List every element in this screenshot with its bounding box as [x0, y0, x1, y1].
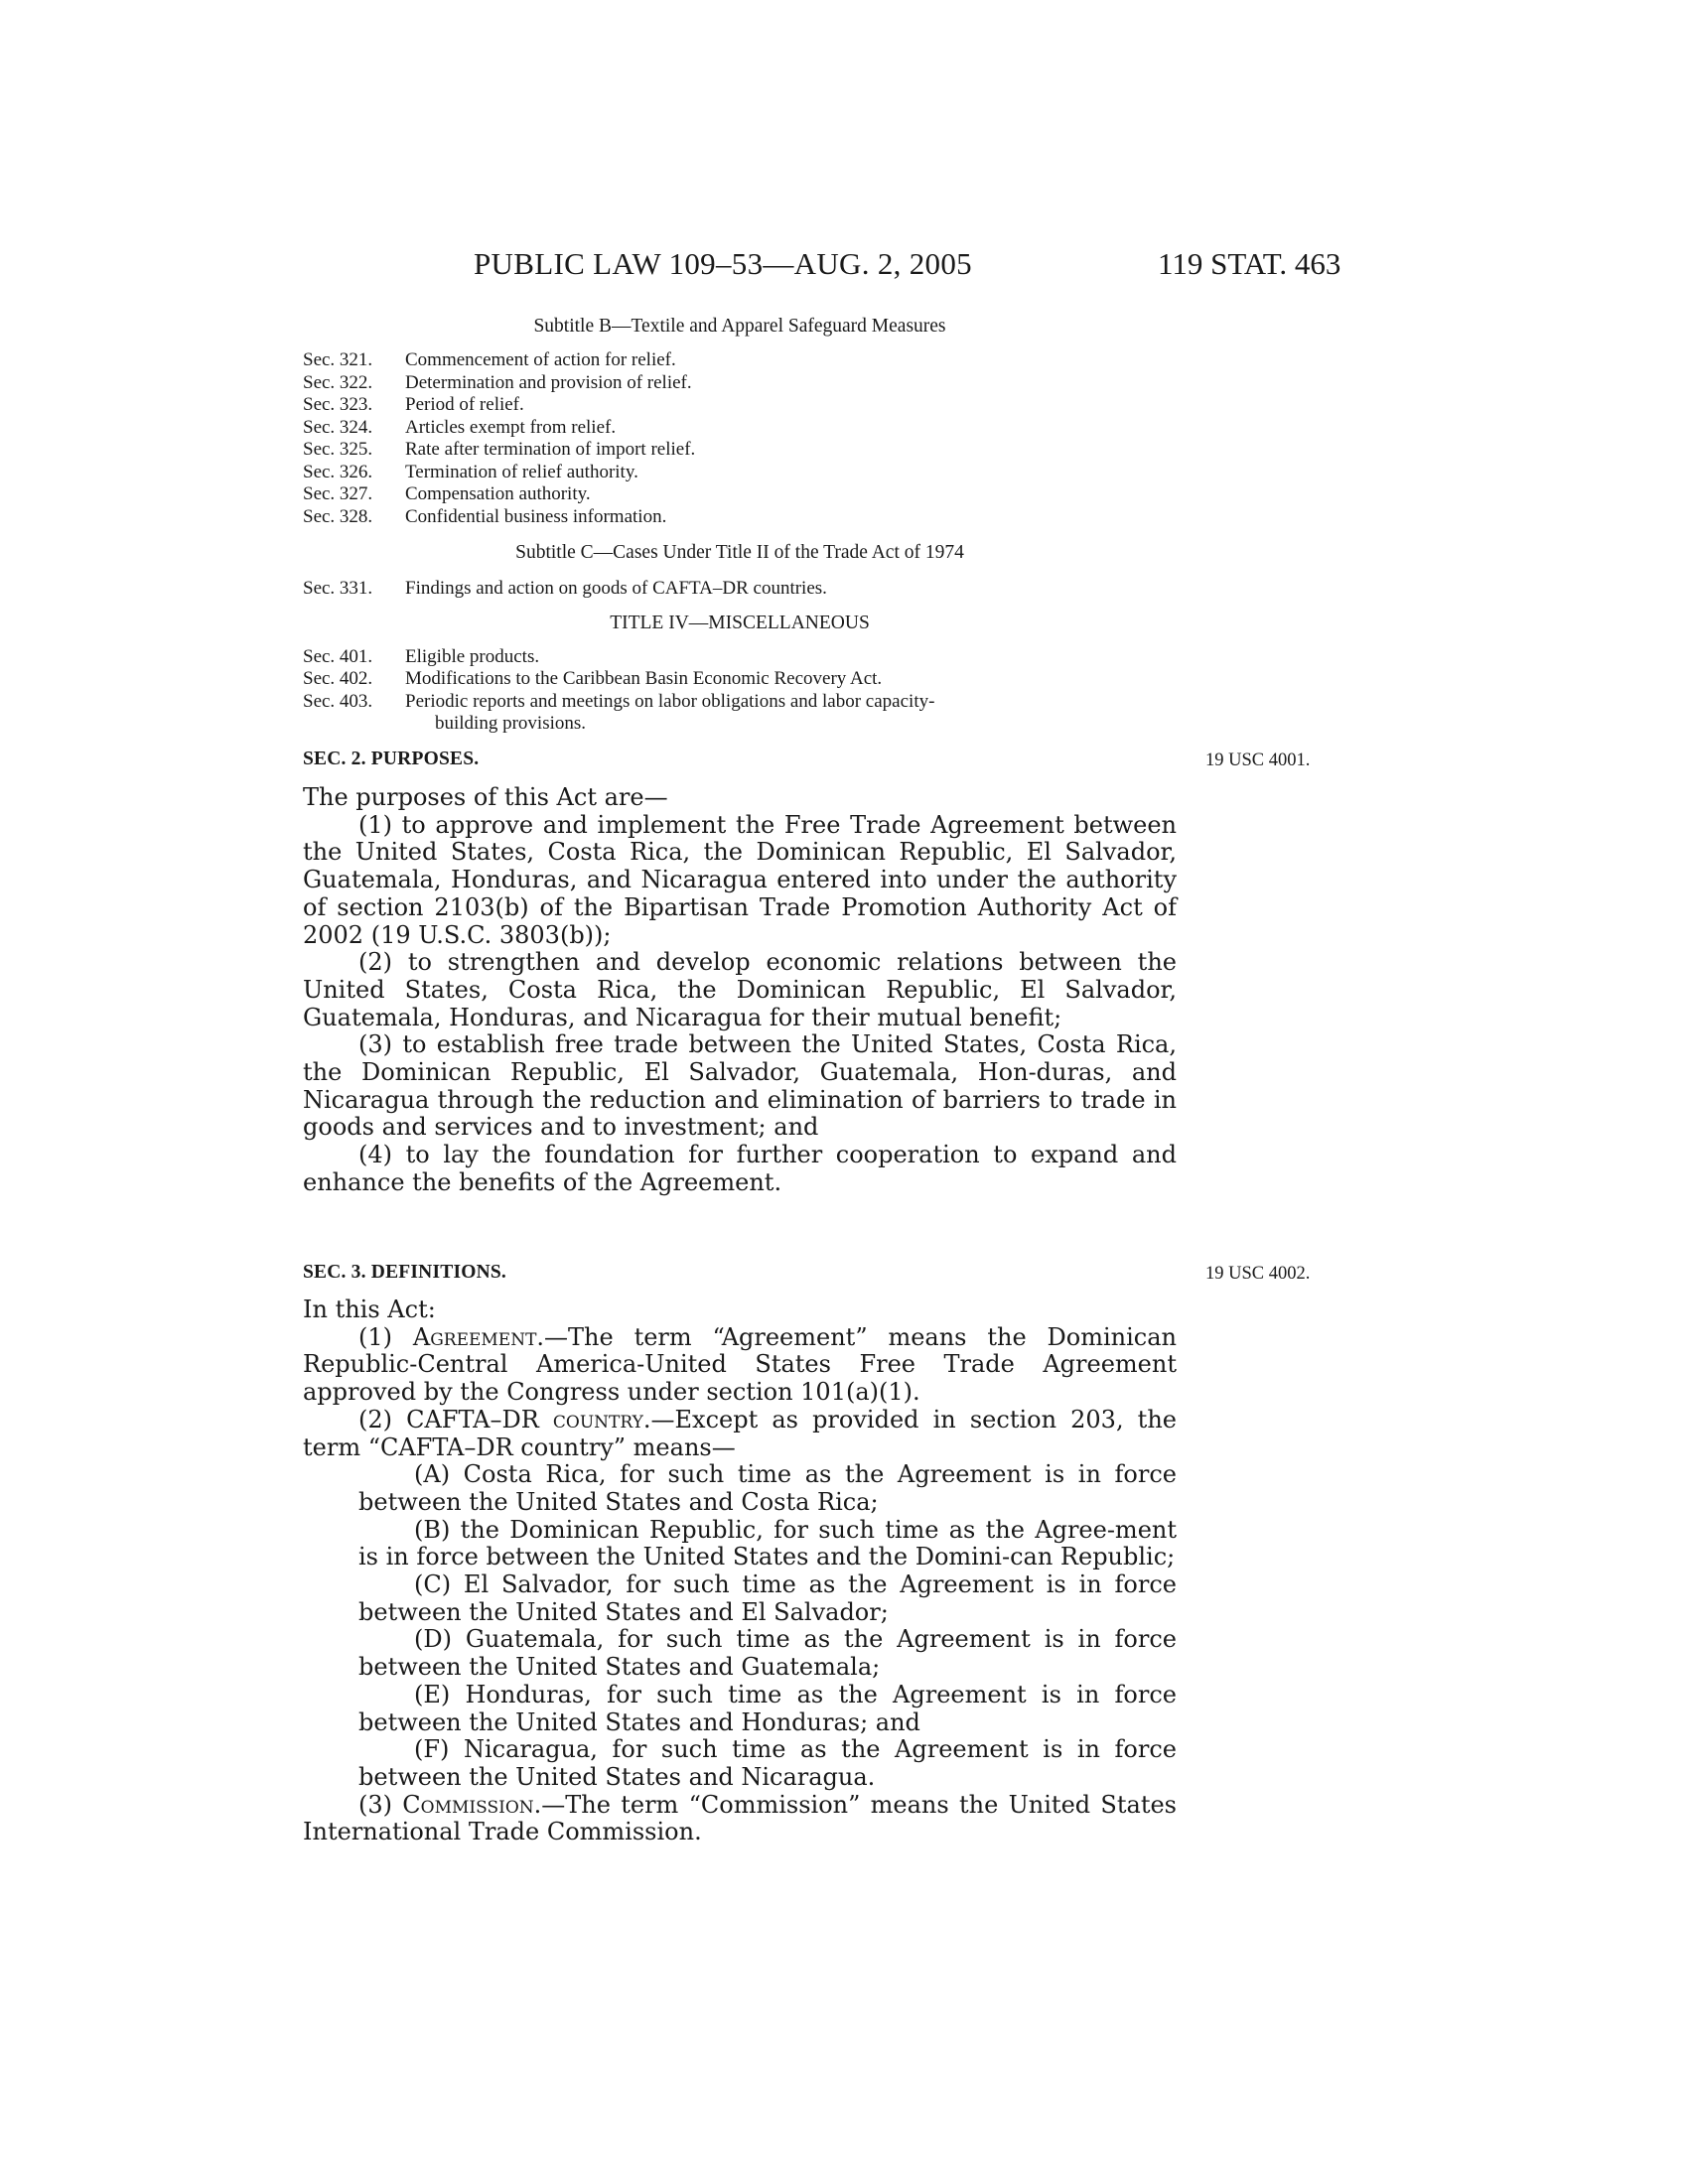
toc-sec-number: Sec. 327.: [303, 483, 373, 504]
toc-sec-title: Articles exempt from relief.: [405, 416, 617, 438]
section-3-margin-note: 19 USC 4002.: [1205, 1264, 1311, 1284]
toc-entry: [303, 417, 1177, 440]
country-item: (D) Guatemala, for such time as the Agreement is in force between the United States and Guatemala;: [358, 1625, 1177, 1682]
country-item: (F) Nicaragua, for such time as the Agreement is in force between the United States and Nicaragua.: [358, 1735, 1177, 1791]
toc-sec-title: [405, 691, 1177, 736]
toc-sec-number: Sec. 331.: [303, 578, 373, 599]
toc-subtitle-b-heading: Subtitle B—Textile and Apparel Safeguard Measures: [533, 316, 946, 337]
toc-sec-number: Sec. 403.: [303, 690, 373, 712]
purpose-item: (4) to lay the foundation for further cooperation to expand and enhance the benefits of the Agreement.: [303, 1141, 1177, 1196]
country-item: (A) Costa Rica, for such time as the Agreement is in force between the United States and Costa Rica;: [358, 1460, 1177, 1516]
section-3-heading-row: [303, 1262, 1177, 1284]
country-item: (C) El Salvador, for such time as the Agreement is in force between the United States and El Salvador;: [358, 1570, 1177, 1626]
toc-entry: [303, 646, 1177, 669]
toc-entry: [303, 372, 1177, 395]
definition-commission: [303, 1792, 1177, 1846]
section-2-margin-note: 19 USC 4001.: [1205, 751, 1311, 770]
purpose-item: (1) to approve and implement the Free Trade Agreement between the United States, Costa Rica, the Dominican Republic, El Salvador, Guatemala, Honduras, and Nicaragua entered into under the authority of section 2103(b) of the Bipartisan Trade Promotion Authority Act of 2002 (19 U.S.C. 3803(b));: [303, 810, 1177, 949]
toc-sec-title: Modifications to the Caribbean Basin Economic Recovery Act.: [405, 668, 883, 689]
toc-entry: [303, 691, 1177, 736]
toc-entry: [303, 349, 1177, 372]
definition-number: (1): [358, 1322, 392, 1351]
table-of-contents: [303, 316, 1177, 736]
toc-sec-title: Compensation authority.: [405, 483, 591, 504]
toc-entry: [303, 439, 1177, 462]
definition-term: CAFTA–DR: [406, 1405, 539, 1433]
definition-cafta-dr-country: [303, 1407, 1177, 1461]
section-3-intro: In this Act:: [303, 1296, 436, 1323]
country-item: (E) Honduras, for such time as the Agreement is in force between the United States and Honduras; and: [358, 1680, 1177, 1736]
country-item: (B) the Dominican Republic, for such time as the Agree-ment is in force between the United States and the Domini-can Republic;: [358, 1515, 1177, 1571]
toc-sec-title: Confidential business information.: [405, 505, 667, 527]
definition-term: country: [552, 1405, 643, 1433]
toc-subtitle-c-heading: Subtitle C—Cases Under Title II of the Trade Act of 1974: [515, 542, 964, 563]
definition-term: Commission: [402, 1790, 534, 1819]
toc-sec-number: Sec. 401.: [303, 645, 373, 667]
purpose-item: (3) to establish free trade between the United States, Costa Rica, the Dominican Republic, El Salvador, Guatemala, Hon-duras, and Nicaragua through the reduction and elimination of barriers to trade in goods and services and to investment; and: [303, 1030, 1177, 1142]
toc-entry: [303, 483, 1177, 506]
definition-number: (3): [358, 1790, 392, 1819]
toc-sec-title: Eligible products.: [405, 645, 540, 667]
section-2-body: [303, 784, 1177, 1197]
section-3-heading: SEC. 3. DEFINITIONS.: [303, 1262, 507, 1283]
toc-sec-title-line: Periodic reports and meetings on labor obligations and labor capacity-: [405, 690, 935, 712]
toc-entry: [303, 578, 1177, 601]
stat-reference: 119 STAT. 463: [1158, 246, 1341, 281]
section-3-body: [303, 1297, 1177, 1846]
toc-title-iv-heading: TITLE IV—MISCELLANEOUS: [610, 612, 870, 633]
law-title: PUBLIC LAW 109–53—AUG. 2, 2005: [474, 246, 972, 281]
purpose-item: (2) to strengthen and develop economic relations between the United States, Costa Rica, the Dominican Republic, El Salvador, Guatemala, Honduras, and Nicaragua for their mutual benefit;: [303, 948, 1177, 1031]
toc-sec-number: Sec. 323.: [303, 394, 373, 415]
toc-sec-title: Rate after termination of import relief.: [405, 439, 696, 460]
toc-sec-title: Commencement of action for relief.: [405, 349, 676, 370]
toc-sec-title-continuation: building provisions.: [435, 713, 587, 734]
definition-text: .—The term “Agreement” means the Dominican Republic-Central America-United States Free Trade Agreement approved by the Congress under section 101(a)(1).: [303, 1322, 1177, 1407]
toc-sec-title: Determination and provision of relief.: [405, 371, 692, 393]
definition-text: .—Except as provided in section 203, the term “CAFTA–DR country” means—: [303, 1405, 1177, 1461]
toc-entry: [303, 668, 1177, 691]
toc-entry: [303, 506, 1177, 529]
toc-sec-number: Sec. 402.: [303, 668, 373, 689]
toc-sec-title: Termination of relief authority.: [405, 461, 638, 482]
toc-sec-number: Sec. 326.: [303, 461, 373, 482]
toc-sec-number: Sec. 325.: [303, 439, 373, 460]
section-2-heading-row: [303, 749, 1177, 770]
definition-agreement: [303, 1324, 1177, 1407]
toc-sec-number: Sec. 328.: [303, 505, 373, 527]
definition-number: (2): [358, 1405, 392, 1433]
definition-term: Agreement: [412, 1322, 537, 1351]
section-2-intro: The purposes of this Act are—: [303, 783, 668, 811]
toc-sec-title: Findings and action on goods of CAFTA–DR countries.: [405, 578, 827, 599]
toc-subtitle-b-list: [303, 349, 1177, 528]
running-head: [0, 246, 1688, 286]
definition-text: .—The term “Commission” means the United States International Trade Commission.: [303, 1790, 1177, 1846]
toc-sec-title: Period of relief.: [405, 394, 524, 415]
toc-sec-number: Sec. 322.: [303, 371, 373, 393]
toc-sec-number: Sec. 324.: [303, 416, 373, 438]
section-2-heading: SEC. 2. PURPOSES.: [303, 749, 480, 769]
toc-entry: [303, 462, 1177, 484]
toc-sec-number: Sec. 321.: [303, 349, 373, 370]
toc-entry: [303, 394, 1177, 417]
